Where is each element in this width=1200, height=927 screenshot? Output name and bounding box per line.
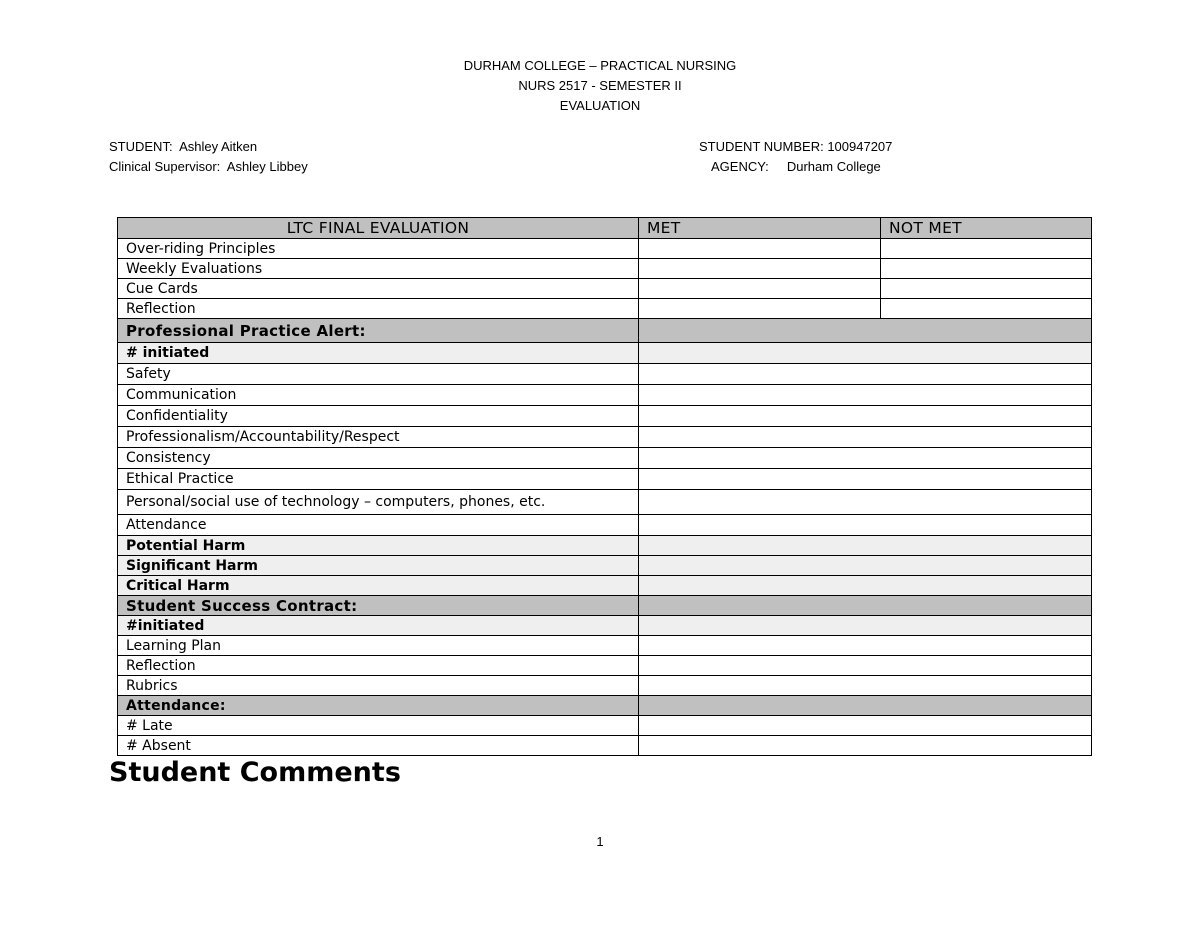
- row-label: Personal/social use of technology – computers, phones, etc.: [118, 490, 639, 515]
- row-label: Safety: [118, 364, 639, 385]
- row-label: Over-riding Principles: [118, 239, 639, 259]
- row-label: Significant Harm: [118, 556, 639, 576]
- table-row: [118, 259, 1092, 279]
- section-title-attendance: Attendance:: [118, 696, 639, 716]
- row-label: Critical Harm: [118, 576, 639, 596]
- value-cell[interactable]: [639, 556, 1092, 576]
- clinical-supervisor: Clinical Supervisor: Ashley Libbey: [109, 159, 308, 174]
- section-value-cell: [639, 696, 1092, 716]
- table-row: [118, 556, 1092, 576]
- value-cell[interactable]: [639, 536, 1092, 556]
- row-label: Communication: [118, 385, 639, 406]
- student-name: STUDENT: Ashley Aitken: [109, 139, 258, 154]
- value-cell[interactable]: [639, 427, 1092, 448]
- value-cell[interactable]: [639, 716, 1092, 736]
- table-row: [118, 427, 1092, 448]
- row-label: Learning Plan: [118, 636, 639, 656]
- college-title: DURHAM COLLEGE – PRACTICAL NURSING: [463, 58, 737, 73]
- section-value-cell: [639, 596, 1092, 616]
- table-row: [118, 515, 1092, 536]
- student-comments-heading: Student Comments: [109, 757, 401, 788]
- row-label: Potential Harm: [118, 536, 639, 556]
- section-header-row: [118, 596, 1092, 616]
- table-row: [118, 279, 1092, 299]
- table-row: [118, 448, 1092, 469]
- value-cell[interactable]: [639, 343, 1092, 364]
- value-cell[interactable]: [639, 448, 1092, 469]
- student-number: STUDENT NUMBER: 100947207: [699, 139, 893, 154]
- row-label: # Late: [118, 716, 639, 736]
- section-header-row: [118, 696, 1092, 716]
- document-header: [0, 56, 1200, 116]
- met-cell[interactable]: [639, 299, 881, 319]
- course-title: NURS 2517 - SEMESTER II: [518, 78, 682, 93]
- value-cell[interactable]: [639, 676, 1092, 696]
- value-cell[interactable]: [639, 469, 1092, 490]
- value-cell[interactable]: [639, 576, 1092, 596]
- agency: AGENCY: Durham College: [711, 159, 881, 174]
- row-label: Cue Cards: [118, 279, 639, 299]
- table-row: [118, 239, 1092, 259]
- table-row: [118, 576, 1092, 596]
- row-label: Confidentiality: [118, 406, 639, 427]
- document-title: EVALUATION: [559, 98, 641, 113]
- row-label: Weekly Evaluations: [118, 259, 639, 279]
- row-label: Rubrics: [118, 676, 639, 696]
- row-label: Professionalism/Accountability/Respect: [118, 427, 639, 448]
- column-header-evaluation: LTC FINAL EVALUATION: [118, 218, 639, 239]
- value-cell[interactable]: [639, 736, 1092, 756]
- table-row: [118, 299, 1092, 319]
- table-row: [118, 736, 1092, 756]
- value-cell[interactable]: [639, 385, 1092, 406]
- section-title-ssc: Student Success Contract:: [118, 596, 639, 616]
- row-label: # Absent: [118, 736, 639, 756]
- column-header-met: MET: [639, 218, 881, 239]
- value-cell[interactable]: [639, 364, 1092, 385]
- row-label: #initiated: [118, 616, 639, 636]
- met-cell[interactable]: [639, 239, 881, 259]
- row-label: Reflection: [118, 656, 639, 676]
- table-row: [118, 385, 1092, 406]
- not-met-cell[interactable]: [881, 299, 1092, 319]
- column-header-not-met: NOT MET: [881, 218, 1092, 239]
- table-row: [118, 636, 1092, 656]
- value-cell[interactable]: [639, 656, 1092, 676]
- table-row: [118, 469, 1092, 490]
- table-row: [118, 676, 1092, 696]
- value-cell[interactable]: [639, 490, 1092, 515]
- not-met-cell[interactable]: [881, 279, 1092, 299]
- table-row: [118, 490, 1092, 515]
- value-cell[interactable]: [639, 515, 1092, 536]
- value-cell[interactable]: [639, 616, 1092, 636]
- page-number: 1: [596, 834, 604, 849]
- value-cell[interactable]: [639, 406, 1092, 427]
- table-row: [118, 343, 1092, 364]
- table-row: [118, 364, 1092, 385]
- table-row: [118, 656, 1092, 676]
- table-row: [118, 716, 1092, 736]
- met-cell[interactable]: [639, 259, 881, 279]
- row-label: Consistency: [118, 448, 639, 469]
- row-label: Reflection: [118, 299, 639, 319]
- table-header-row: [118, 218, 1092, 239]
- row-label: Ethical Practice: [118, 469, 639, 490]
- value-cell[interactable]: [639, 636, 1092, 656]
- table-row: [118, 616, 1092, 636]
- row-label: Attendance: [118, 515, 639, 536]
- section-title-ppa: Professional Practice Alert:: [118, 319, 639, 343]
- not-met-cell[interactable]: [881, 259, 1092, 279]
- section-value-cell: [639, 319, 1092, 343]
- table-row: [118, 536, 1092, 556]
- section-header-row: [118, 319, 1092, 343]
- evaluation-table: [117, 217, 1092, 756]
- met-cell[interactable]: [639, 279, 881, 299]
- row-label: # initiated: [118, 343, 639, 364]
- not-met-cell[interactable]: [881, 239, 1092, 259]
- table-row: [118, 406, 1092, 427]
